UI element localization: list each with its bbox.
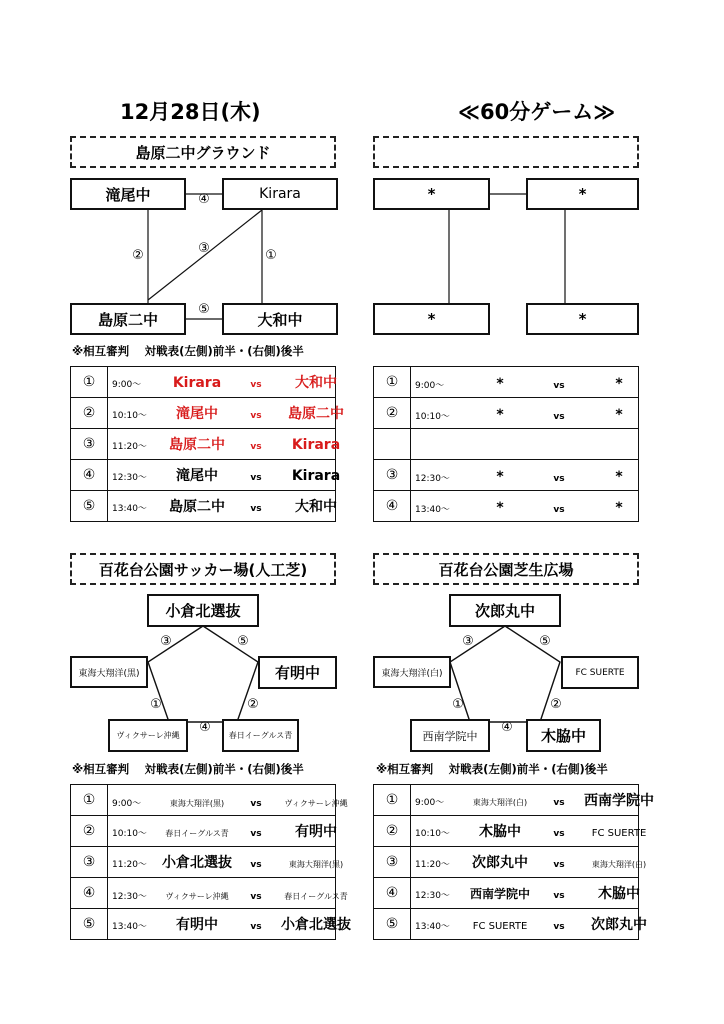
team-name: * — [427, 185, 436, 203]
match-number-label: ② — [132, 248, 144, 263]
match-number-label: ⑤ — [237, 634, 249, 649]
away-team: ヴィクサーレ沖縄 — [284, 798, 348, 808]
vs-label: vs — [250, 442, 262, 452]
vs-label: vs — [553, 473, 565, 484]
away-team: * — [615, 406, 623, 423]
team-box — [561, 656, 639, 689]
home-team: * — [496, 406, 504, 423]
home-team: 滝尾中 — [176, 406, 218, 422]
table-row — [71, 367, 336, 398]
match-time: 10:10～ — [415, 829, 450, 839]
table-row — [374, 367, 639, 398]
venue-box-tr — [373, 136, 639, 168]
team-name: 次郎丸中 — [474, 602, 535, 620]
venue-box-bl — [70, 553, 336, 585]
away-team: * — [615, 499, 623, 516]
match-time: 12:30～ — [415, 891, 450, 901]
vs-label: vs — [250, 411, 262, 421]
team-name: ヴィクサーレ沖縄 — [116, 731, 180, 740]
table-row — [374, 460, 639, 491]
match-number: ③ — [374, 847, 411, 878]
home-team: 春日イーグルス青 — [165, 829, 229, 838]
team-box — [449, 594, 561, 627]
team-name: * — [578, 185, 587, 203]
team-box — [526, 178, 639, 210]
match-number-label: ② — [247, 697, 259, 712]
away-team: 春日イーグルス青 — [284, 891, 348, 901]
team-box — [70, 656, 148, 688]
match-number-label: ③ — [198, 241, 210, 256]
match-number: ⑤ — [374, 909, 411, 940]
table-row — [71, 429, 336, 460]
home-team: 島原二中 — [169, 437, 225, 453]
vs-label: vs — [553, 380, 565, 391]
match-time: 9:00～ — [415, 798, 445, 808]
vs-label: vs — [553, 922, 565, 932]
match-number: ① — [71, 367, 108, 398]
team-name: 滝尾中 — [105, 185, 151, 204]
match-time: 9:00～ — [112, 380, 142, 390]
vs-label: vs — [553, 891, 565, 901]
match-number-label: ⑤ — [539, 634, 551, 649]
away-team: 東海大翔洋(黒) — [288, 860, 344, 869]
table-row — [71, 847, 336, 878]
team-box — [373, 178, 490, 210]
match-number-label: ① — [265, 248, 277, 263]
away-team: 大和中 — [295, 375, 337, 391]
team-name: 大和中 — [257, 310, 303, 329]
home-team: 東海大翔洋(白) — [472, 798, 528, 807]
match-number: ③ — [71, 429, 108, 460]
away-team: * — [615, 375, 623, 392]
referee-note: ※相互審判 対戦表(左側)前半・(右側)後半 — [72, 762, 304, 776]
match-number: ③ — [71, 847, 108, 878]
match-number-label: ④ — [199, 720, 211, 735]
match-time: 9:00～ — [112, 798, 142, 809]
match-number-label: ⑤ — [198, 302, 210, 317]
vs-label: vs — [553, 829, 565, 839]
match-number: ④ — [71, 878, 108, 909]
team-name: 東海大翔洋(黒) — [78, 668, 140, 679]
match-time: 13:40～ — [415, 922, 450, 932]
team-name: 東海大翔洋(白) — [381, 668, 443, 679]
team-box — [222, 719, 299, 752]
team-box — [526, 303, 639, 335]
referee-note: ※相互審判 対戦表(左側)前半・(右側)後半 — [72, 344, 304, 358]
match-time: 10:10～ — [112, 411, 147, 421]
vs-label: vs — [250, 891, 262, 902]
table-row — [71, 491, 336, 522]
venue-name: 百花台公園サッカー場(人工芝) — [98, 560, 308, 579]
table-row — [374, 429, 639, 460]
table-row — [71, 878, 336, 909]
away-team: 島原二中 — [288, 406, 344, 422]
table-row — [374, 878, 639, 909]
team-box — [373, 656, 451, 688]
team-name: 有明中 — [274, 664, 320, 682]
home-team: * — [496, 468, 504, 485]
schedule-table-tr — [373, 366, 639, 522]
table-row — [71, 398, 336, 429]
home-team: * — [496, 499, 504, 516]
match-number: ⑤ — [71, 491, 108, 522]
schedule-table-br — [373, 784, 654, 940]
match-time: 13:40～ — [112, 922, 147, 932]
match-time: 12:30～ — [112, 891, 147, 902]
match-number — [374, 429, 411, 460]
vs-label: vs — [553, 504, 565, 515]
team-name: 春日イーグルス青 — [228, 731, 293, 740]
match-number-label: ① — [452, 697, 464, 712]
away-team: 東海大翔洋(白) — [591, 860, 647, 869]
match-number-label: ③ — [160, 634, 172, 649]
home-team: Kirara — [172, 375, 222, 391]
match-number-label: ④ — [198, 192, 210, 207]
table-row — [374, 785, 639, 816]
vs-label: vs — [553, 411, 565, 422]
table-row — [71, 816, 336, 847]
match-number: ④ — [374, 878, 411, 909]
team-box — [410, 719, 490, 752]
vs-label: vs — [250, 380, 262, 390]
match-number: ① — [71, 785, 108, 816]
match-number-label: ② — [550, 697, 562, 712]
home-team: 木脇中 — [479, 824, 521, 840]
team-box — [258, 656, 337, 689]
match-number: ① — [374, 785, 411, 816]
table-row — [374, 816, 639, 847]
home-team: 東海大翔洋(黒) — [169, 798, 225, 808]
table-row — [374, 398, 639, 429]
team-name: 西南学院中 — [422, 729, 478, 743]
team-name: 島原二中 — [97, 310, 158, 329]
match-time: 10:10～ — [112, 829, 147, 839]
away-team: 小倉北選抜 — [281, 917, 351, 933]
vs-label: vs — [250, 798, 262, 809]
match-time: 11:20～ — [112, 442, 147, 452]
team-name: FC SUERTE — [575, 667, 625, 678]
date-title: 12月28日(木) — [120, 100, 261, 124]
match-time: 12:30～ — [112, 473, 147, 483]
away-team: Kirara — [291, 437, 341, 453]
venue-name: 島原二中グラウンド — [135, 143, 271, 162]
team-box — [108, 719, 188, 752]
home-team: * — [496, 375, 504, 392]
match-number: ② — [71, 816, 108, 847]
match-number-label: ③ — [462, 634, 474, 649]
table-row — [374, 847, 639, 878]
vs-label: vs — [250, 922, 262, 932]
table-row — [374, 491, 639, 522]
match-time: 9:00～ — [415, 380, 445, 391]
match-number: ② — [71, 398, 108, 429]
vs-label: vs — [553, 798, 565, 808]
team-box — [70, 178, 186, 210]
match-number: ⑤ — [71, 909, 108, 940]
home-team: 西南学院中 — [469, 887, 530, 901]
team-name: 小倉北選抜 — [165, 602, 241, 620]
team-box — [222, 178, 338, 210]
match-number: ④ — [374, 491, 411, 522]
match-number: ① — [374, 367, 411, 398]
team-name: * — [578, 310, 587, 328]
vs-label: vs — [250, 504, 262, 514]
match-time: 11:20～ — [415, 860, 450, 870]
vs-label: vs — [250, 829, 262, 839]
match-number-label: ① — [150, 697, 162, 712]
match-time: 13:40～ — [415, 504, 450, 515]
vs-label: vs — [553, 860, 565, 870]
match-number: ③ — [374, 460, 411, 491]
match-number: ② — [374, 816, 411, 847]
home-team: 滝尾中 — [176, 468, 218, 484]
match-number-label: ④ — [501, 720, 513, 735]
away-team: 大和中 — [295, 499, 337, 515]
table-row — [71, 785, 336, 816]
referee-note: ※相互審判 対戦表(左側)前半・(右側)後半 — [376, 762, 608, 776]
home-team: 島原二中 — [169, 499, 225, 515]
schedule-table-tl — [70, 366, 344, 522]
vs-label: vs — [250, 473, 262, 483]
match-time: 13:40～ — [112, 504, 147, 514]
away-team: 有明中 — [295, 824, 337, 840]
team-box — [222, 303, 338, 335]
game-title: ≪60分ゲーム≫ — [458, 100, 616, 124]
home-team: ヴィクサーレ沖縄 — [165, 891, 229, 901]
home-team: FC SUERTE — [472, 921, 528, 932]
team-name: * — [427, 310, 436, 328]
away-team: FC SUERTE — [591, 828, 647, 839]
vs-label: vs — [250, 860, 262, 870]
team-name: 木脇中 — [540, 727, 586, 745]
team-box — [526, 719, 601, 752]
match-time: 10:10～ — [415, 411, 450, 422]
team-name: Kirara — [259, 186, 301, 202]
home-team: 次郎丸中 — [472, 855, 528, 871]
match-number: ② — [374, 398, 411, 429]
away-team: 木脇中 — [598, 886, 640, 902]
team-box — [147, 594, 259, 627]
venue-name: 百花台公園芝生広場 — [438, 560, 574, 579]
away-team: * — [615, 468, 623, 485]
venue-box-br — [373, 553, 639, 585]
match-time: 12:30～ — [415, 473, 450, 484]
match-number: ④ — [71, 460, 108, 491]
team-box — [70, 303, 186, 335]
table-row — [374, 909, 639, 940]
table-row — [71, 460, 336, 491]
away-team: Kirara — [291, 468, 341, 484]
home-team: 有明中 — [176, 917, 218, 933]
schedule-table-bl — [70, 784, 351, 940]
away-team: 西南学院中 — [584, 793, 654, 809]
match-time: 11:20～ — [112, 860, 147, 870]
away-team: 次郎丸中 — [591, 917, 647, 933]
team-box — [373, 303, 490, 335]
table-row — [71, 909, 336, 940]
home-team: 小倉北選抜 — [162, 855, 232, 871]
